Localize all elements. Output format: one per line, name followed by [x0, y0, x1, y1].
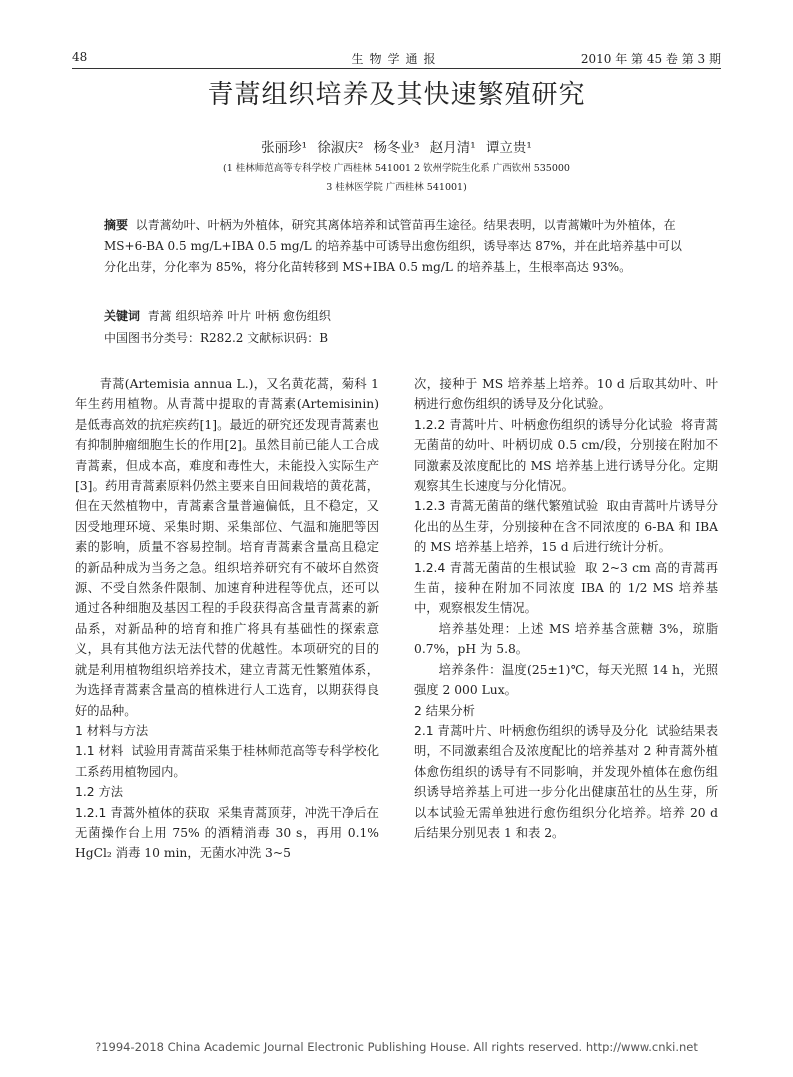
- section-1-1-text: 试验用青蒿苗采集于桂林师范高等专科学校化工系药用植物园内。: [75, 744, 379, 779]
- article-title: 青蒿组织培养及其快速繁殖研究: [207, 80, 586, 110]
- section-1-heading: 1 材料与方法: [75, 723, 149, 738]
- keywords-text: 青蒿 组织培养 叶片 叶柄 愈伤组织: [147, 309, 331, 323]
- keywords-label: 关键词: [104, 309, 141, 323]
- continued-paragraph: 次，接种于 MS 培养基上培养。10 d 后取其幼叶、叶柄进行愈伤组织的诱导及分化试验。: [414, 377, 718, 412]
- section-1-2-heading: 1.2 方法: [75, 785, 124, 800]
- abstract-text: 以青蒿幼叶、叶柄为外植体，研究其离体培养和试管苗再生途径。结果表明，以青蒿嫩叶为外植体，在 MS+6-BA 0.5 mg/L+IBA 0.5 mg/L 的培养基中可诱导出愈伤组织，诱导率达 87%，并在此培养基中可以分化出芽，分化率为 85%，将分化苗转移到 MS+IBA 0.5 mg/L 的培养基上，生根率高达 93%。: [104, 218, 682, 274]
- section-1-2-2-label: 1.2.2 青蒿叶片、叶柄愈伤组织的诱导分化试验: [414, 417, 673, 432]
- section-2-1-label: 2.1 青蒿叶片、叶柄愈伤组织的诱导及分化: [414, 723, 649, 738]
- section-1-2-1-label: 1.2.1 青蒿外植体的获取: [75, 805, 210, 820]
- affiliation-line-1: (1 桂林师范高等专科学校 广西桂林 541001 2 钦州学院生化系 广西钦州 535000: [223, 163, 570, 174]
- journal-name: 生物学通报: [351, 52, 442, 66]
- section-1-1: [75, 741, 379, 782]
- section-1-2-2-text: 将青蒿无菌苗的幼叶、叶柄切成 0.5 cm/段，分别接在附加不同激素及浓度配比的 MS 培养基上进行诱导分化。定期观察其生长速度与分化情况。: [414, 417, 718, 494]
- left-column: [75, 374, 379, 864]
- section-1-2-1-text: 采集青蒿顶芽，冲洗干净后在无菌操作台上用 75% 的酒精消毒 30 s，再用 0.1% HgCl₂ 消毒 10 min，无菌水冲洗 3~5: [75, 805, 379, 861]
- author-list: 张丽珍¹ 徐淑庆² 杨冬业³ 赵月清¹ 谭立贵¹: [261, 140, 532, 156]
- running-header: [72, 48, 721, 69]
- section-1-2-3: [414, 496, 718, 557]
- copyright-footer: ?1994-2018 China Academic Journal Electronic Publishing House. All rights reserved. http://www.cnki.net: [95, 1040, 698, 1054]
- section-2-1: [414, 721, 718, 843]
- section-1-2-4: [414, 558, 718, 619]
- section-1-2-3-text: 取由青蒿叶片诱导分化出的丛生芽，分别接种在含不同浓度的 6-BA 和 IBA 的 MS 培养基上培养，15 d 后进行统计分析。: [414, 499, 718, 555]
- section-2-heading: 2 结果分析: [414, 703, 475, 718]
- abstract-block: [104, 215, 688, 278]
- conditions-paragraph: 培养条件：温度(25±1)℃，每天光照 14 h，光照强度 2 000 Lux。: [414, 662, 718, 698]
- section-1-2-4-text: 取 2~3 cm 高的青蒿再生苗，接种在附加不同浓度 IBA 的 1/2 MS 培养基中，观察根发生情况。: [414, 560, 718, 616]
- medium-paragraph: 培养基处理：上述 MS 培养基含蔗糖 3%，琼脂 0.7%，pH 为 5.8。: [414, 621, 718, 657]
- classification-line: 中国图书分类号：R282.2 文献标识码：B: [104, 331, 329, 345]
- page-number: 48: [72, 50, 88, 64]
- issue-info: 2010 年 第 45 卷 第 3 期: [580, 52, 721, 66]
- abstract-label: 摘要: [104, 218, 129, 232]
- intro-paragraph: 青蒿(Artemisia annua L.)，又名黄花蒿，菊科 1 年生药用植物。从青蒿中提取的青蒿素(Artemisinin) 是低毒高效的抗疟疾药[1]。最近的研究还发现青蒿素也有抑制肿瘤细胞生长的作用[2]。虽然目前已能人工合成青蒿素，但成本高，难度和毒性大，未能投入实际生产[3]。药用青蒿素原料仍然主要来自田间栽培的黄花蒿，但在天然植物中，青蒿素含量普遍偏低，且不稳定，又因受地理环境、采集时期、采集部位、气温和施肥等因素的影响，质量不容易控制。培育青蒿素含量高且稳定的新品种成为当务之急。组织培养研究有不破坏自然资源、不受自然条件限制、加速育种进程等优点，还可以通过各种细胞及基因工程的手段获得高含量青蒿素的新品系，对新品种的培育和推广将具有基础性的探索意义，具有其他方法无法代替的优越性。本项研究的目的就是利用植物组织培养技术，建立青蒿无性繁殖体系，为选择青蒿素含量高的植株进行人工选育，以期获得良好的品种。: [75, 377, 379, 718]
- keywords-block: [104, 306, 688, 327]
- section-2-1-text: 试验结果表明，不同激素组合及浓度配比的培养基对 2 种青蒿外植体愈伤组织的诱导有不同影响，并发现外植体在愈伤组织诱导培养基上可进一步分化出健康茁壮的丛生芽，所以本试验无需单独进行愈伤组织分化培养。培养 20 d 后结果分别见表 1 和表 2。: [414, 723, 718, 840]
- section-1-1-label: 1.1 材料: [75, 744, 124, 759]
- section-1-2-2: [414, 415, 718, 497]
- right-column: [414, 374, 718, 843]
- section-1-2-1: [75, 803, 379, 864]
- section-1-2-3-label: 1.2.3 青蒿无菌苗的继代繁殖试验: [414, 499, 599, 514]
- affiliation-line-2: 3 桂林医学院 广西桂林 541001): [326, 182, 467, 193]
- section-1-2-4-label: 1.2.4 青蒿无菌苗的生根试验: [414, 560, 577, 575]
